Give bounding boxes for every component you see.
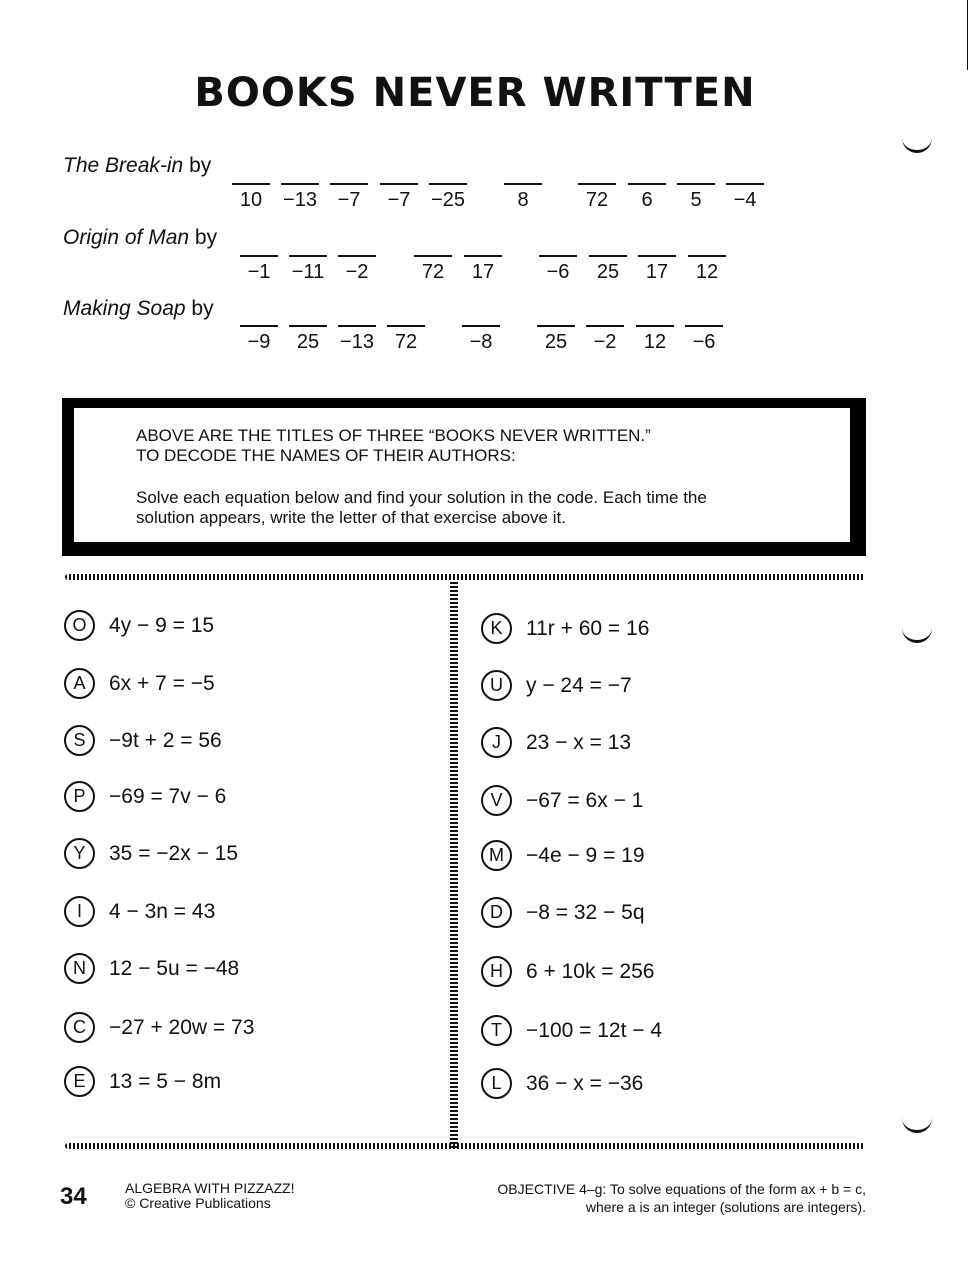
exercise-letter: U <box>481 670 512 701</box>
code-number: 25 <box>596 261 620 283</box>
code-blank[interactable] <box>636 255 678 284</box>
code-blank[interactable] <box>328 183 370 212</box>
code-number: 8 <box>517 189 529 211</box>
code-number: 12 <box>695 261 719 283</box>
code-blank[interactable] <box>287 255 329 284</box>
equation-text: 13 = 5 − 8m <box>109 1069 222 1093</box>
code-number: 25 <box>544 331 568 353</box>
answer-line[interactable] <box>240 255 278 257</box>
code-number: −7 <box>387 189 411 211</box>
code-number: −9 <box>247 331 271 353</box>
bottom-wavy-border <box>65 1143 865 1149</box>
code-blank[interactable] <box>230 183 272 212</box>
book-2-label <box>63 226 217 250</box>
answer-line[interactable] <box>289 325 327 327</box>
equation-text: 11r + 60 = 16 <box>526 616 650 640</box>
code-number: −6 <box>546 261 570 283</box>
book-credit <box>125 1181 295 1211</box>
book-name: ALGEBRA WITH PIZZAZZ! <box>125 1180 295 1196</box>
code-number: −7 <box>337 189 361 211</box>
exercise-letter: T <box>481 1015 512 1046</box>
code-number: 12 <box>643 331 667 353</box>
top-wavy-border <box>65 574 865 580</box>
answer-line[interactable] <box>537 325 575 327</box>
equation-text: 6 + 10k = 256 <box>526 959 655 983</box>
instruction-body <box>136 488 826 528</box>
equation-h <box>481 956 654 987</box>
column-divider <box>450 582 458 1150</box>
book-2-title: Origin of Man <box>63 226 190 249</box>
instruction-line: solution appears, write the letter of that exercise above it. <box>136 508 566 527</box>
code-blank[interactable] <box>412 255 454 284</box>
equation-k <box>481 613 649 644</box>
objective-line: where a is an integer (solutions are integers). <box>585 1199 866 1215</box>
answer-line[interactable] <box>638 255 676 257</box>
answer-line[interactable] <box>636 325 674 327</box>
exercise-letter: E <box>64 1066 95 1097</box>
book-3-by: by <box>191 297 214 320</box>
equation-text: 4 − 3n = 43 <box>109 899 216 923</box>
answer-line[interactable] <box>628 183 666 185</box>
binder-hole-icon <box>902 128 932 153</box>
code-number: −11 <box>291 261 325 283</box>
equation-u <box>481 670 632 701</box>
equation-l <box>481 1068 643 1099</box>
code-number: 72 <box>421 261 445 283</box>
equation-text: −4e − 9 = 19 <box>526 843 645 867</box>
code-blank[interactable] <box>626 183 668 212</box>
code-blank[interactable] <box>427 183 469 212</box>
code-number: 17 <box>645 261 669 283</box>
code-number: 6 <box>641 189 653 211</box>
code-blank[interactable] <box>537 255 579 284</box>
answer-line[interactable] <box>232 183 270 185</box>
equation-text: −9t + 2 = 56 <box>109 728 222 752</box>
code-number: −1 <box>247 261 271 283</box>
book-3-label <box>63 297 214 321</box>
code-number: −25 <box>431 189 465 211</box>
code-blank[interactable] <box>238 325 280 354</box>
code-blank[interactable] <box>279 183 321 212</box>
objective <box>420 1180 866 1216</box>
code-blank[interactable] <box>336 325 378 354</box>
equation-text: −69 = 7v − 6 <box>109 784 227 808</box>
code-blank[interactable] <box>587 255 629 284</box>
answer-line[interactable] <box>504 183 542 185</box>
exercise-letter: D <box>481 897 512 928</box>
answer-line[interactable] <box>688 255 726 257</box>
equation-text: 36 − x = −36 <box>526 1071 644 1095</box>
answer-line[interactable] <box>462 325 500 327</box>
equation-s <box>64 725 222 756</box>
equation-o <box>64 610 214 641</box>
equation-n <box>64 953 239 984</box>
answer-line[interactable] <box>414 255 452 257</box>
code-number: −13 <box>283 189 317 211</box>
equation-m <box>481 840 645 871</box>
code-blank[interactable] <box>535 325 577 354</box>
code-number: 25 <box>296 331 320 353</box>
code-blank[interactable] <box>336 255 378 284</box>
code-blank[interactable] <box>686 255 728 284</box>
equation-text: 12 − 5u = −48 <box>109 956 240 980</box>
page-title: BOOKS NEVER WRITTEN <box>194 70 756 116</box>
equation-i <box>64 896 215 927</box>
copyright: © Creative Publications <box>125 1195 271 1211</box>
exercise-letter: A <box>64 668 95 699</box>
book-3-title: Making Soap <box>63 297 186 320</box>
answer-line[interactable] <box>240 325 278 327</box>
answer-line[interactable] <box>387 325 425 327</box>
instruction-box <box>62 398 866 556</box>
binder-hole-icon <box>902 1108 932 1133</box>
equation-text: −67 = 6x − 1 <box>526 788 644 812</box>
answer-line[interactable] <box>677 183 715 185</box>
code-number: 72 <box>394 331 418 353</box>
answer-line[interactable] <box>338 255 376 257</box>
exercise-letter: S <box>64 725 95 756</box>
code-blank[interactable] <box>378 183 420 212</box>
code-blank[interactable] <box>576 183 618 212</box>
exercise-letter: J <box>481 727 512 758</box>
page-edge-line <box>967 0 968 70</box>
code-number: −6 <box>692 331 716 353</box>
code-number: 10 <box>239 189 263 211</box>
answer-line[interactable] <box>380 183 418 185</box>
answer-line[interactable] <box>281 183 319 185</box>
equation-text: −100 = 12t − 4 <box>526 1018 663 1042</box>
book-1-by: by <box>189 154 212 177</box>
exercise-letter: V <box>481 785 512 816</box>
code-blank[interactable] <box>238 255 280 284</box>
equation-text: 6x + 7 = −5 <box>109 671 215 695</box>
answer-line[interactable] <box>429 183 467 185</box>
code-blank[interactable] <box>460 325 502 354</box>
code-blank[interactable] <box>724 183 766 212</box>
code-number: −4 <box>733 189 757 211</box>
code-blank[interactable] <box>634 325 676 354</box>
code-blank[interactable] <box>683 325 725 354</box>
instruction-heading <box>136 426 651 466</box>
book-1-label <box>63 154 211 178</box>
code-blank[interactable] <box>584 325 626 354</box>
answer-line[interactable] <box>586 325 624 327</box>
binder-hole-icon <box>902 618 932 643</box>
exercise-letter: H <box>481 956 512 987</box>
equation-e <box>64 1066 221 1097</box>
exercise-letter: M <box>481 840 512 871</box>
code-number: −2 <box>593 331 617 353</box>
equation-text: 23 − x = 13 <box>526 730 632 754</box>
answer-line[interactable] <box>726 183 764 185</box>
exercise-letter: N <box>64 953 95 984</box>
equation-text: y − 24 = −7 <box>526 673 632 697</box>
code-number: −2 <box>345 261 369 283</box>
equation-text: −27 + 20w = 73 <box>109 1015 255 1039</box>
code-number: 72 <box>585 189 609 211</box>
exercise-letter: O <box>64 610 95 641</box>
code-blank[interactable] <box>675 183 717 212</box>
exercise-letter: K <box>481 613 512 644</box>
code-blank[interactable] <box>462 255 504 284</box>
answer-line[interactable] <box>685 325 723 327</box>
exercise-letter: C <box>64 1012 95 1043</box>
equation-t <box>481 1015 662 1046</box>
equation-y <box>64 838 238 869</box>
instruction-line: Solve each equation below and find your solution in the code. Each time the <box>136 488 707 507</box>
book-2-by: by <box>194 226 218 249</box>
exercise-letter: P <box>64 781 95 812</box>
code-number: 5 <box>690 189 702 211</box>
equation-a <box>64 668 215 699</box>
code-blank[interactable] <box>385 325 427 354</box>
equation-text: 35 = −2x − 15 <box>109 841 239 865</box>
page-number: 34 <box>60 1183 87 1210</box>
instruction-line: ABOVE ARE THE TITLES OF THREE “BOOKS NEVER WRITTEN.” <box>136 426 651 445</box>
answer-line[interactable] <box>589 255 627 257</box>
equation-p <box>64 781 226 812</box>
code-number: −13 <box>340 331 374 353</box>
equation-c <box>64 1012 254 1043</box>
equation-v <box>481 785 643 816</box>
answer-line[interactable] <box>289 255 327 257</box>
equation-text: −8 = 32 − 5q <box>526 900 645 924</box>
equation-text: 4y − 9 = 15 <box>109 613 215 637</box>
code-number: 17 <box>471 261 495 283</box>
answer-line[interactable] <box>464 255 502 257</box>
equation-j <box>481 727 631 758</box>
top-edge <box>0 0 979 2</box>
exercise-letter: I <box>64 896 95 927</box>
exercise-letter: Y <box>64 838 95 869</box>
code-blank[interactable] <box>287 325 329 354</box>
exercise-letter: L <box>481 1068 512 1099</box>
answer-line[interactable] <box>338 325 376 327</box>
code-number: −8 <box>469 331 493 353</box>
code-blank[interactable] <box>502 183 544 212</box>
equation-d <box>481 897 645 928</box>
answer-line[interactable] <box>539 255 577 257</box>
answer-line[interactable] <box>330 183 368 185</box>
objective-line: OBJECTIVE 4–g: To solve equations of the form ax + b = c, <box>497 1181 866 1197</box>
book-1-title: The Break-in <box>63 154 184 177</box>
instruction-line: TO DECODE THE NAMES OF THEIR AUTHORS: <box>136 446 516 465</box>
answer-line[interactable] <box>578 183 616 185</box>
